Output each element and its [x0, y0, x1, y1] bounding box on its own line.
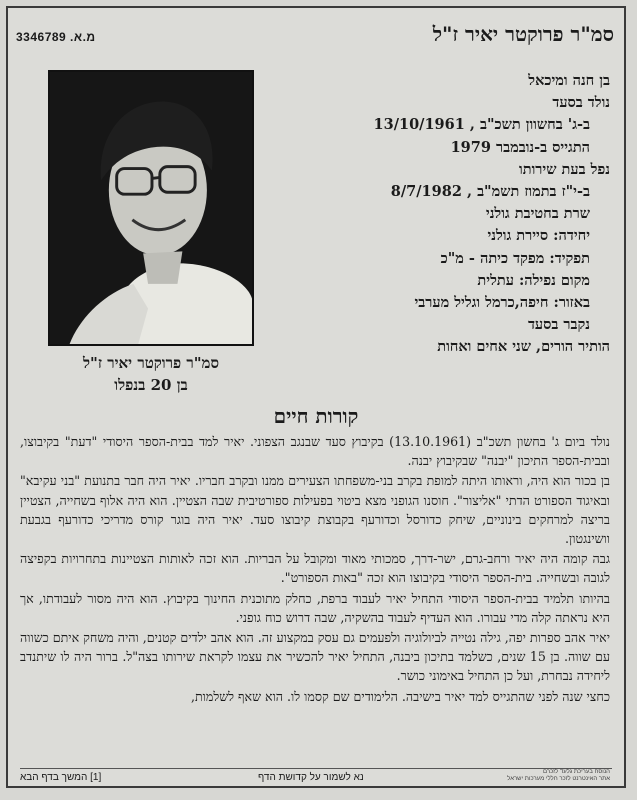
- personal-id-number: מ.א. 3346789: [16, 30, 96, 44]
- bio-paragraph: כחצי שנה לפני שהתגייס למד יאיר בישיבה. הלימודים שם קסמו לו. הוא שאף לשלמות,: [190, 688, 610, 704]
- detail-brigade: שרת בחטיבת גולני: [485, 205, 590, 223]
- page-title: סמ"ר פרוקטר יאיר ז"ל: [432, 22, 614, 46]
- detail-role: תפקיד: מפקד כיתה - מ"כ: [440, 249, 590, 267]
- footer-continue: [1] המשך בדף הבא: [20, 772, 102, 783]
- portrait-photo-icon: [50, 72, 252, 344]
- footer-credit-line: אתר האינטרנט לזכר חללי מערכות ישראל: [507, 776, 610, 782]
- footer-credit-line: הנוסח בעריכת גלעד לזכרם: [542, 769, 610, 775]
- detail-fell-in-service: נפל בעת שירותו: [519, 160, 610, 178]
- bio-text: [20, 432, 610, 707]
- detail-unit: יחידה: סיירת גולני: [487, 227, 590, 245]
- bio-paragraph: בהיותו תלמיד בבית-הספר היסודי התחיל יאיר לעבוד ברפת, כחלק מתוכנית החינוך בקיבוץ. הוא היה מסור לעבודתו, אך היא נראתה קלה מדי עבורו. הוא העדיף לעבוד בהשקיה, שבה דרוש כוח גופני.: [20, 590, 610, 625]
- detail-survivors: הותיר הורים, שני אחים ואחות: [437, 338, 610, 356]
- bio-section-title: קורות חיים: [273, 404, 359, 428]
- photo-caption-name: סמ"ר פרוקטר יאיר ז"ל: [83, 354, 219, 372]
- bio-paragraph: בן בכור הוא היה, וראותו היתה למופת בקרב בני-משפחתו הצעירים ממנו ובקרב חבריו. יאיר היה חבר בתנועת "בני עקיבא" ובאיגוד הספורט הדתי "אליצור". חוסנו הגופני מצא ביטוי בפעילות ספורטיבית שבה הצטיין. הוא היה אלוף בשחייה, הצטיין בריצה למרחקים בינוניים, שיחק כדורסל וכדורעף בקבוצת קיבוצו סעד. יאיר היה בוגר קורס מדריכי כדורעף בגבעת וושינגטון.: [20, 473, 610, 547]
- detail-born-place: נולד בסעד: [552, 94, 610, 112]
- detail-death-date: ב-י"ז בתמוז תשמ"ב , 8/7/1982: [390, 182, 590, 200]
- bio-paragraph: יאיר אהב ספרות יפה, גילה נטייה לביולוגיה ולפעמים גם עסק במקצוע זה. הוא אהב ילדים קטנים, והיה משחק איתם כשווה עם שווה. בן 15 שנים, כשלמד בתיכון ביבנה, התחיל יאיר להכשיר את עצמו לקראת שירותו בצה"ל. ברור היה לו שיתנדב ליחידה נבחרת, ועל כן התחיל באימוני כושר.: [20, 630, 610, 684]
- footer-credits: [507, 769, 610, 783]
- detail-birth-date: ב-ג' בחשוון תשכ"ב , 13/10/1961: [373, 116, 590, 134]
- biographical-details: [270, 70, 610, 358]
- detail-enlistment: התגייס ב-נובמבר 1979: [450, 138, 590, 156]
- bio-paragraph: נולד ביום ג' בחשון תשכ"ב (13.10.1961) בקיבוץ סעד שבנגב הצפוני. יאיר למד בבית-הספר היסודי "דעת" בקיבוצו, ובבית-הספר התיכון "יבנה" שבקיבוץ יבנה.: [20, 434, 610, 469]
- detail-region: באזור: חיפה,כרמל וגליל מערבי: [414, 293, 590, 311]
- footer-note: נא לשמור על קדושת הדף: [258, 772, 364, 783]
- portrait-photo: [48, 70, 254, 346]
- bio-paragraph: גבה קומה היה יאיר ורחב-גרם, ישר-דרך, סמכותי מאוד ומקובל על הבריות. הוא זכה לאותות הצטיינות בתחרויות בקפיצה לגובה ובשחייה. בית-הספר היסודי בקיבוצו הוא זכה "באות הספורט".: [20, 551, 610, 586]
- detail-place-of-death: מקום נפילה: עתלית: [477, 271, 590, 289]
- photo-caption-age: בן 20 בנפלו: [114, 376, 188, 394]
- memorial-sheet: [6, 6, 626, 788]
- detail-parents: בן חנה ומיכאל: [528, 72, 610, 89]
- detail-burial: נקבר בסעד: [527, 316, 590, 334]
